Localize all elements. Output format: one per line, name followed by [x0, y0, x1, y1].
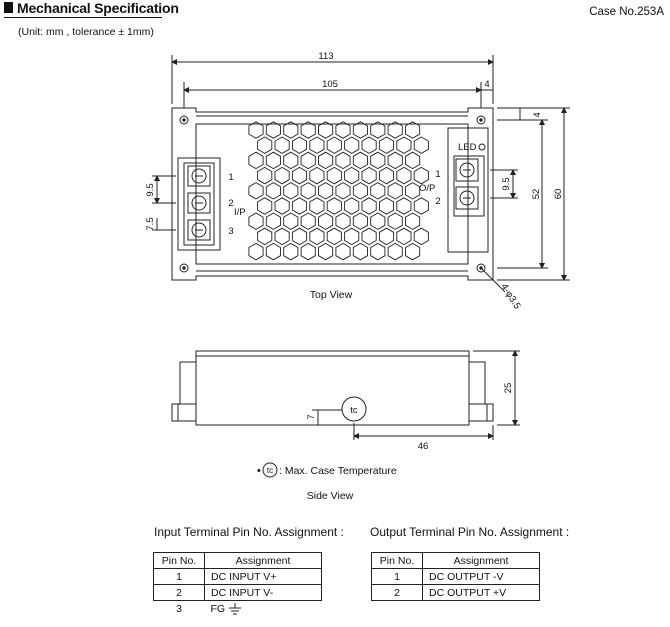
dim-9-5-right: 9.5 [501, 177, 512, 191]
vent-hole [397, 137, 411, 153]
vent-hole [310, 137, 324, 153]
input-table-title: Input Terminal Pin No. Assignment : [154, 525, 344, 539]
input-header-pin: Pin No. [154, 553, 205, 569]
vent-hole [327, 167, 341, 183]
dim-60: 60 [553, 188, 564, 200]
vent-hole [266, 243, 280, 259]
vent-hole [249, 213, 263, 229]
unit-note: (Unit: mm , tolerance ± 1mm) [18, 26, 154, 38]
dim-4-top: 4 [484, 79, 490, 90]
output-header-assignment: Assignment [423, 553, 540, 569]
vent-hole [345, 228, 359, 244]
vent-hole [388, 152, 402, 168]
vent-hole [319, 213, 333, 229]
vent-hole [371, 213, 385, 229]
tc-symbol-text: tc [350, 405, 358, 416]
vent-hole [388, 213, 402, 229]
tc-description: : Max. Case Temperature [279, 465, 397, 477]
vent-hole [371, 152, 385, 168]
vent-hole [301, 213, 315, 229]
vent-hole [371, 243, 385, 259]
vent-hole [258, 137, 272, 153]
output-terminal-screws [456, 159, 478, 209]
vent-hole [353, 243, 367, 259]
top-view-drawing [152, 55, 570, 292]
vent-hole [388, 183, 402, 199]
vent-hole [266, 152, 280, 168]
vent-hole [379, 167, 393, 183]
led-label: LED [458, 142, 477, 153]
dim-113: 113 [318, 51, 334, 62]
input-header-assignment: Assignment [205, 553, 322, 569]
tc-bullet: • [257, 465, 261, 477]
vent-hole [414, 198, 428, 214]
out-pin-2: 2 [435, 196, 441, 207]
vent-hole [379, 198, 393, 214]
vent-hole [292, 167, 306, 183]
dim-9-5-left: 9.5 [145, 183, 156, 197]
output-table-title: Output Terminal Pin No. Assignment : [370, 525, 570, 539]
vent-hole [388, 243, 402, 259]
dim-7: 7 [306, 414, 317, 420]
input-pin-table [153, 552, 322, 616]
vent-hole [406, 152, 420, 168]
dim-46: 46 [417, 441, 429, 452]
vent-hole [310, 198, 324, 214]
vent-hole [310, 228, 324, 244]
vent-hole [397, 228, 411, 244]
output-pin-table [371, 552, 540, 601]
vent-hole [275, 228, 289, 244]
table-row: 2 DC OUTPUT +V [372, 585, 540, 601]
in-pin-3: 3 [228, 226, 234, 237]
tc-legend [257, 463, 397, 477]
table-row: 3 FG [176, 602, 226, 615]
led-indicator [479, 144, 485, 150]
vent-hole [406, 243, 420, 259]
vent-hole [353, 183, 367, 199]
vent-hole [345, 198, 359, 214]
vent-hole [362, 137, 376, 153]
vent-hole [362, 228, 376, 244]
vent-hole [284, 213, 298, 229]
table-row: 1 DC OUTPUT -V [372, 569, 540, 585]
vent-hole [336, 152, 350, 168]
in-pin-2: 2 [228, 198, 234, 209]
dim-7-5: 7.5 [145, 217, 156, 231]
vent-hole [362, 167, 376, 183]
vent-hole [336, 243, 350, 259]
vent-hole [406, 213, 420, 229]
vent-hole [258, 198, 272, 214]
vent-hole [327, 198, 341, 214]
vent-hole [275, 167, 289, 183]
vent-hole [406, 183, 420, 199]
vent-hole [275, 137, 289, 153]
vent-hole [249, 183, 263, 199]
dim-105: 105 [322, 79, 338, 90]
vent-hole [414, 167, 428, 183]
side-view-drawing [172, 351, 520, 440]
dim-4-right: 4 [532, 112, 543, 118]
vent-hole [310, 167, 324, 183]
table-row: 2 DC INPUT V- [154, 585, 322, 601]
vent-hole [327, 137, 341, 153]
side-view-caption: Side View [306, 490, 354, 502]
hole-label: 4-φ3.5 [498, 281, 523, 312]
op-label: O/P [419, 183, 436, 194]
ip-label: I/P [234, 207, 246, 218]
vent-hole [345, 167, 359, 183]
output-header-pin: Pin No. [372, 553, 423, 569]
vent-hole [362, 198, 376, 214]
vent-hole [249, 243, 263, 259]
vent-hole [379, 137, 393, 153]
table-row: 1 DC INPUT V+ [154, 569, 322, 585]
vent-hole [284, 152, 298, 168]
vent-hole [266, 213, 280, 229]
vent-hole [258, 167, 272, 183]
vent-hole [371, 183, 385, 199]
vent-hole [249, 152, 263, 168]
vent-hole [327, 228, 341, 244]
dim-52: 52 [531, 188, 542, 200]
ventilation-honeycomb [249, 122, 429, 260]
in-pin-1: 1 [228, 172, 234, 183]
case-number: Case No.253A [589, 6, 664, 18]
vent-hole [266, 183, 280, 199]
vent-hole [353, 213, 367, 229]
vent-hole [379, 228, 393, 244]
vent-hole [345, 137, 359, 153]
vent-hole [275, 198, 289, 214]
vent-hole [319, 243, 333, 259]
vent-hole [336, 183, 350, 199]
dim-25: 25 [503, 382, 514, 394]
vent-hole [301, 152, 315, 168]
side-view-labels [306, 383, 514, 452]
vent-hole [284, 183, 298, 199]
input-terminal-screws [188, 166, 210, 240]
vent-hole [319, 183, 333, 199]
top-view-caption: Top View [309, 289, 353, 301]
out-pin-1: 1 [435, 169, 441, 180]
section-title: Mechanical Specification [17, 0, 179, 16]
vent-hole [353, 152, 367, 168]
vent-hole [301, 243, 315, 259]
vent-hole [292, 198, 306, 214]
vent-hole [336, 213, 350, 229]
vent-hole [258, 228, 272, 244]
vent-hole [397, 198, 411, 214]
vent-hole [414, 137, 428, 153]
vent-hole [414, 228, 428, 244]
vent-hole [301, 183, 315, 199]
vent-hole [284, 243, 298, 259]
vent-hole [292, 137, 306, 153]
vent-hole [319, 152, 333, 168]
tc-legend-symbol: tc [266, 466, 274, 475]
vent-hole [292, 228, 306, 244]
vent-hole [397, 167, 411, 183]
